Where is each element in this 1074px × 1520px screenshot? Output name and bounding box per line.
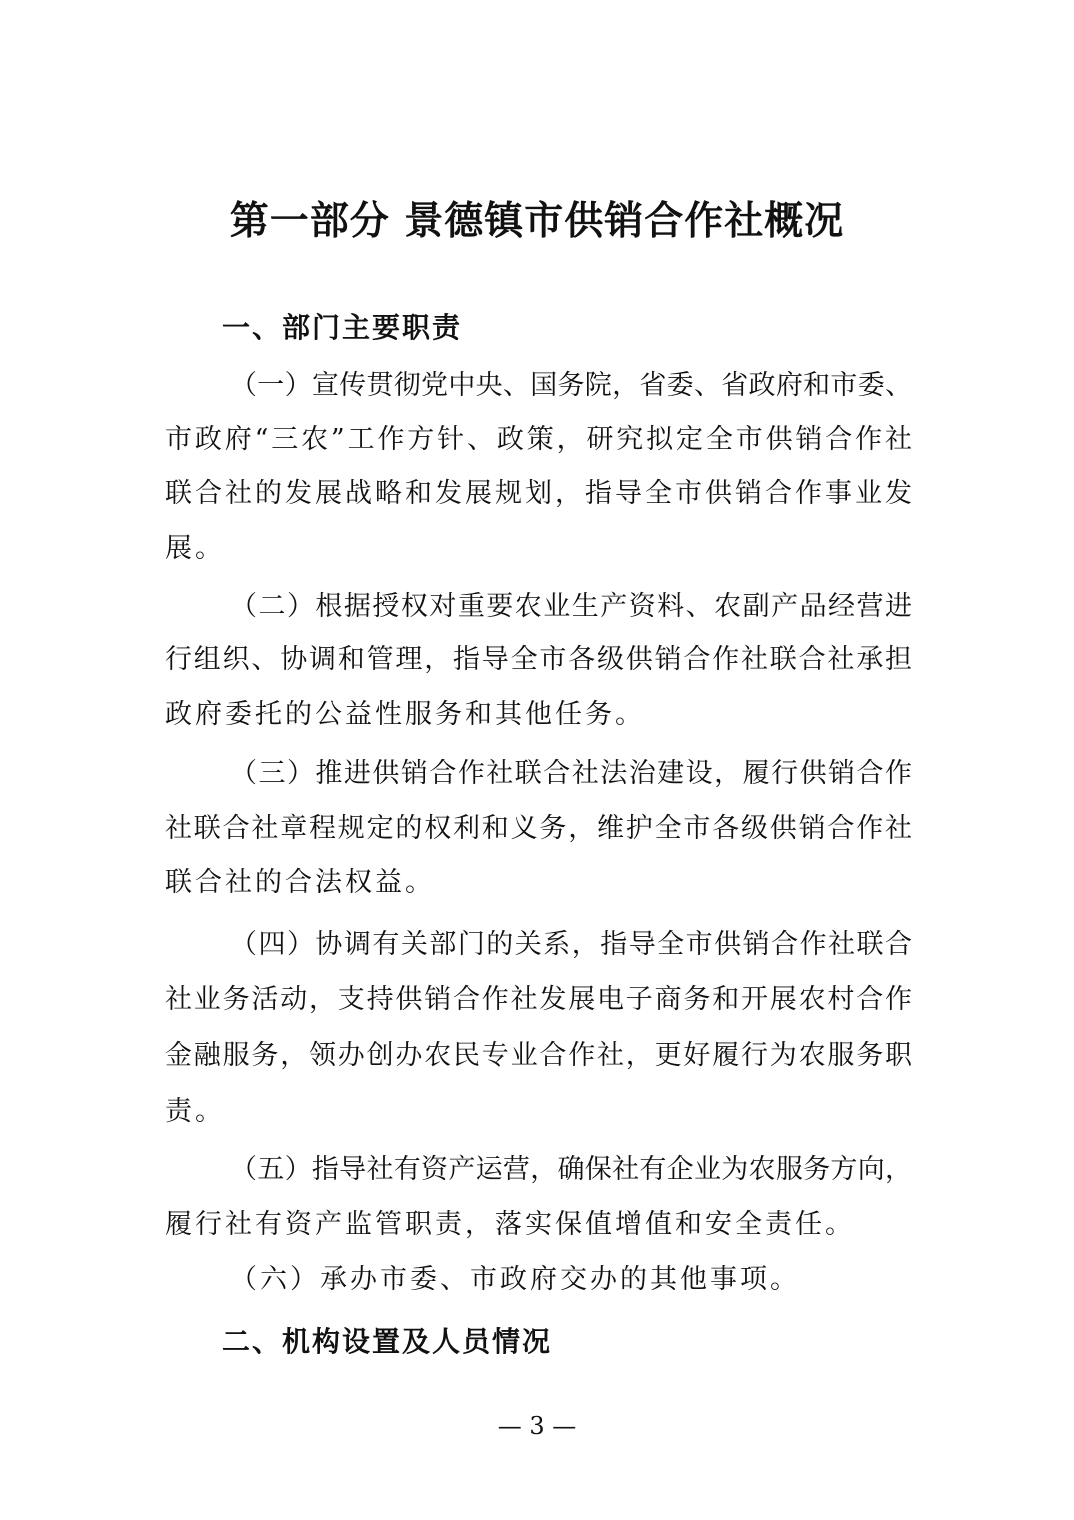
paragraph-line: 社联合社章程规定的权利和义务，维护全市各级供销合作社 <box>165 813 912 844</box>
paragraph-line: （六）承办市委、市政府交办的其他事项。 <box>230 1264 800 1295</box>
page-number: — 3 — <box>497 1412 577 1440</box>
page-title: 第一部分 景德镇市供销合作社概况 <box>229 199 845 244</box>
section-heading-organization: 二、机构设置及人员情况 <box>222 1325 553 1358</box>
paragraph-line: 社业务活动，支持供销合作社发展电子商务和开展农村合作 <box>165 984 912 1015</box>
paragraph-line: 履行社有资产监管职责，落实保值增值和安全责任。 <box>165 1209 855 1240</box>
paragraph-line: 展。 <box>165 533 225 564</box>
paragraph-line: （一）宣传贯彻党中央、国务院，省委、省政府和市委、 <box>230 370 912 401</box>
section-heading-responsibilities: 一、部门主要职责 <box>222 311 463 344</box>
paragraph-line: （五）指导社有资产运营，确保社有企业为农服务方向， <box>230 1154 912 1185</box>
paragraph-line: 金融服务，领办创办农民专业合作社，更好履行为农服务职 <box>165 1040 912 1071</box>
paragraph-line: 联合社的合法权益。 <box>165 867 435 898</box>
paragraph-line: 责。 <box>165 1096 225 1127</box>
paragraph-line: 市政府“三农”工作方针、政策，研究拟定全市供销合作社 <box>165 424 912 455</box>
paragraph-line: 联合社的发展战略和发展规划，指导全市供销合作事业发 <box>165 478 912 509</box>
paragraph-line: （二）根据授权对重要农业生产资料、农副产品经营进 <box>230 591 912 622</box>
paragraph-line: （四）协调有关部门的关系，指导全市供销合作社联合 <box>230 929 912 960</box>
paragraph-line: 政府委托的公益性服务和其他任务。 <box>165 699 645 730</box>
paragraph-line: 行组织、协调和管理，指导全市各级供销合作社联合社承担 <box>165 644 912 675</box>
paragraph-line: （三）推进供销合作社联合社法治建设，履行供销合作 <box>230 758 912 789</box>
